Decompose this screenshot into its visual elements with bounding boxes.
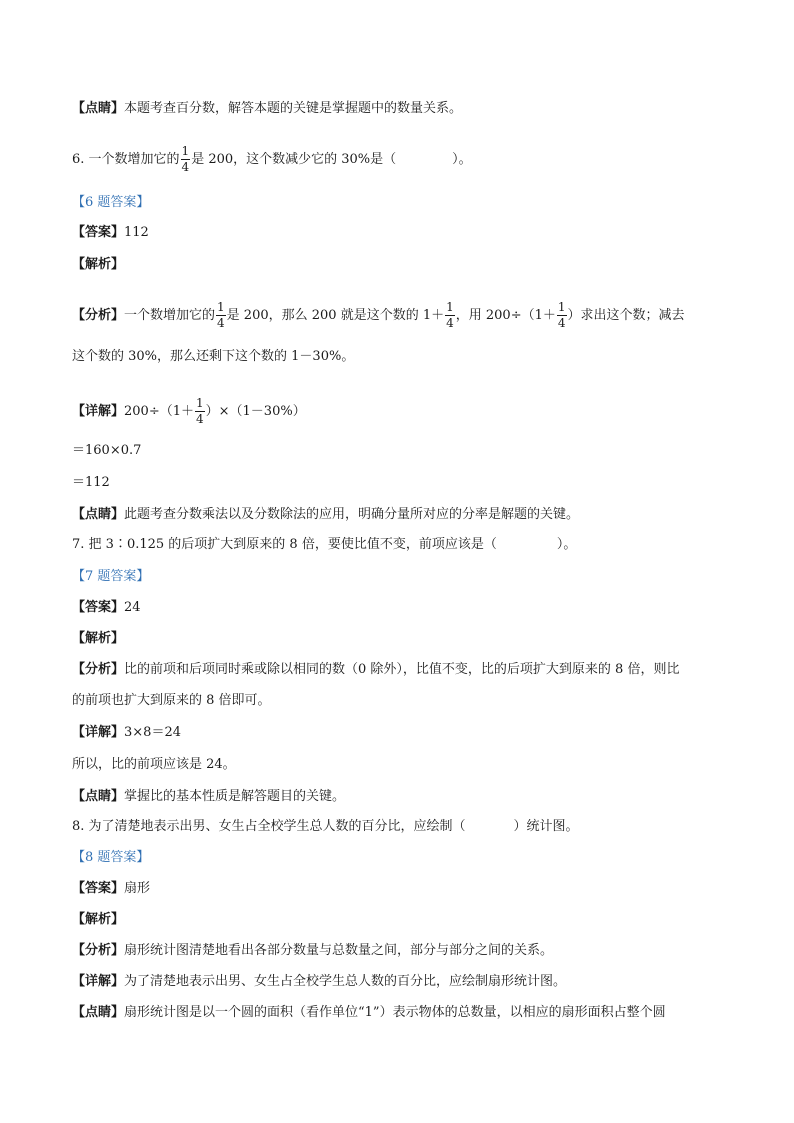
- note-text: 本题考查百分数，解答本题的关键是掌握题中的数量关系。: [124, 101, 463, 116]
- tag-fenxi: 【分析】: [72, 943, 125, 958]
- fraction-denominator: 4: [557, 316, 566, 330]
- fraction-one-quarter: [216, 300, 226, 331]
- q6-fx-a: 一个数增加它的: [124, 308, 216, 323]
- q6-text-c: ）。: [452, 152, 472, 167]
- tag-xiangjie: 【详解】: [72, 725, 125, 740]
- q6-fenxi-line: [72, 300, 685, 331]
- q7-fenxi-line-2: 的前项也扩大到原来的 8 倍即可。: [72, 693, 271, 708]
- q8-dianjing-text: 扇形统计图是以一个圆的面积（看作单位“1”）表示物体的总数量，以相应的扇形面积占整个圆: [124, 1005, 666, 1020]
- q6-fx-d: ）求出这个数；减去: [567, 308, 685, 323]
- q6-text-a: 6. 一个数增加它的: [72, 152, 180, 167]
- fraction-denominator: 4: [446, 316, 454, 330]
- tag-xiangjie: 【详解】: [72, 404, 125, 419]
- q7-text: 7. 把 3∶0.125 的后项扩大到原来的 8 倍，要使比值不变，前项应该是（: [72, 537, 497, 552]
- q8-answer-line: [72, 880, 150, 898]
- tag-dianjing: 【点睛】: [72, 507, 125, 522]
- q6-fenxi-line-2: 这个数的 30%，那么还剩下这个数的 1－30%。: [72, 349, 355, 364]
- tag-xiangjie: 【详解】: [72, 974, 125, 989]
- q6-text-b: 是 200，这个数减少它的 30%是（: [191, 152, 397, 167]
- q7-fenxi-text: 比的前项和后项同时乘或除以相同的数（0 除外），比值不变，比的后项扩大到原来的 8 倍，则比: [124, 662, 680, 677]
- tag-dianjing: 【点睛】: [72, 101, 125, 116]
- tag-jiexi: 【解析】: [72, 631, 125, 646]
- tag-dianjing: 【点睛】: [72, 789, 125, 804]
- tag-jiexi: 【解析】: [72, 912, 125, 927]
- q6-answer-line: [72, 224, 149, 242]
- q7-step-1: 所以，比的前项应该是 24。: [72, 757, 236, 772]
- q7-answer-heading: 【7 题答案】: [72, 569, 150, 584]
- fraction-numerator: 1: [181, 144, 190, 158]
- q6-xj-b: ）×（1－30%）: [205, 404, 306, 419]
- fraction-one-quarter: [445, 300, 455, 331]
- q7-answer-line: [72, 599, 141, 617]
- q7-fenxi-line: [72, 661, 679, 679]
- q6-step-1: ＝160×0.7: [72, 443, 142, 458]
- q7-answer-value: 24: [124, 600, 141, 615]
- q8-analysis-tag: [72, 911, 124, 929]
- fraction-one-quarter: [195, 396, 205, 427]
- fraction-numerator: 1: [196, 396, 204, 410]
- q7-dianjing-text: 掌握比的基本性质是解答题目的关键。: [124, 789, 346, 804]
- fraction-denominator: 4: [196, 412, 204, 426]
- q6-answer-heading: 【6 题答案】: [72, 195, 150, 210]
- q8-xiangjie-line: [72, 973, 566, 991]
- q7-text-end: ）。: [556, 537, 577, 552]
- q7-dianjing-line: [72, 788, 345, 806]
- tag-dianjing: 【点睛】: [72, 1005, 125, 1020]
- q6-step-2: ＝112: [72, 475, 110, 490]
- q8-answer-heading: 【8 题答案】: [72, 850, 150, 865]
- q8-xiangjie-text: 为了清楚地表示出男、女生占全校学生总人数的百分比，应绘制扇形统计图。: [124, 974, 567, 989]
- q6-dianjing-line: [72, 506, 579, 524]
- q7-xiangjie-line: [72, 724, 181, 742]
- tag-fenxi: 【分析】: [72, 308, 125, 323]
- q7-xiangjie-text: 3×8＝24: [124, 725, 181, 740]
- q8-answer-value: 扇形: [124, 881, 151, 896]
- q8-text: 8. 为了清楚地表示出男、女生占全校学生总人数的百分比，应绘制（: [72, 819, 466, 834]
- q6-xiangjie-line: [72, 396, 306, 427]
- fraction-denominator: 4: [181, 160, 190, 174]
- fraction-numerator: 1: [446, 300, 454, 314]
- q8-dianjing-line: [72, 1004, 666, 1022]
- tag-fenxi: 【分析】: [72, 662, 125, 677]
- question-6: [72, 144, 472, 175]
- q8-fenxi-line: [72, 942, 553, 960]
- q8-fenxi-text: 扇形统计图清楚地看出各部分数量与总数量之间，部分与部分之间的关系。: [124, 943, 554, 958]
- question-7: [72, 536, 576, 554]
- q6-fx-b: 是 200，那么 200 就是这个数的 1＋: [226, 308, 445, 323]
- tag-jiexi: 【解析】: [72, 257, 125, 272]
- tag-answer: 【答案】: [72, 600, 125, 615]
- q6-fx-c: ，用 200÷（1＋: [455, 308, 556, 323]
- fraction-one-quarter: [557, 300, 567, 331]
- fraction-denominator: 4: [217, 316, 225, 330]
- q6-analysis-tag: [72, 256, 124, 274]
- fraction-one-quarter: [181, 144, 191, 175]
- fraction-numerator: 1: [557, 300, 566, 314]
- fraction-numerator: 1: [217, 300, 225, 314]
- tag-answer: 【答案】: [72, 881, 125, 896]
- q6-dianjing-text: 此题考查分数乘法以及分数除法的应用，明确分量所对应的分率是解题的关键。: [124, 507, 580, 522]
- q8-text-end: ）统计图。: [513, 819, 579, 834]
- tag-answer: 【答案】: [72, 225, 125, 240]
- note-line: [72, 100, 462, 118]
- q7-analysis-tag: [72, 630, 124, 648]
- question-8: [72, 818, 579, 836]
- q6-xj-a: 200÷（1＋: [124, 404, 194, 419]
- q6-answer-value: 112: [124, 225, 149, 240]
